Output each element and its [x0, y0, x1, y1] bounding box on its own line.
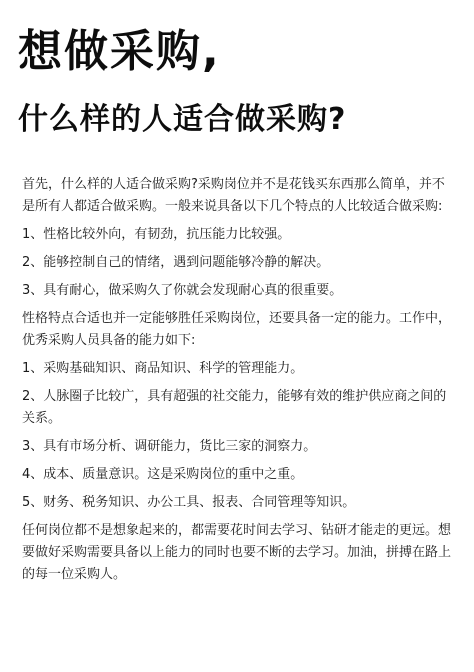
- trait-item-1: 1、性格比较外向，有韧劲，抗压能力比较强。: [22, 227, 291, 242]
- ability-item-2: 2、人脉圈子比较广，具有超强的社交能力，能够有效的维护供应商之间的关系。: [22, 389, 447, 426]
- trait-item-3: 3、具有耐心，做采购久了你就会发现耐心真的很重要。: [22, 283, 343, 298]
- ability-item-1: 1、采购基础知识、商品知识、科学的管理能力。: [22, 361, 304, 376]
- ability-item-3: 3、具有市场分析、调研能力，货比三家的洞察力。: [22, 439, 317, 454]
- trait-item-2: 2、能够控制自己的情绪，遇到问题能够冷静的解决。: [22, 255, 330, 270]
- ability-item-4: 4、成本、质量意识。这是采购岗位的重中之重。: [22, 467, 304, 482]
- page-subtitle: 什么样的人适合做采购?: [18, 102, 347, 137]
- page-title: 想做采购,: [18, 26, 221, 77]
- ability-item-5: 5、财务、税务知识、办公工具、报表、合同管理等知识。: [22, 495, 356, 510]
- ability-intro-paragraph: 性格特点合适也并一定能够胜任采购岗位，还要具备一定的能力。工作中，优秀采购人员具备的能力如下:: [22, 311, 452, 348]
- article-body: [22, 174, 456, 592]
- closing-paragraph: 任何岗位都不是想象起来的，都需要花时间去学习、钻研才能走的更远。想要做好采购需要具备以上能力的同时也要不断的去学习。加油，拼搏在路上的每一位采购人。: [22, 523, 452, 582]
- intro-paragraph: 首先，什么样的人适合做采购?采购岗位并不是花钱买东西那么简单，并不是所有人都适合做采购。一般来说具备以下几个特点的人比较适合做采购:: [22, 177, 445, 214]
